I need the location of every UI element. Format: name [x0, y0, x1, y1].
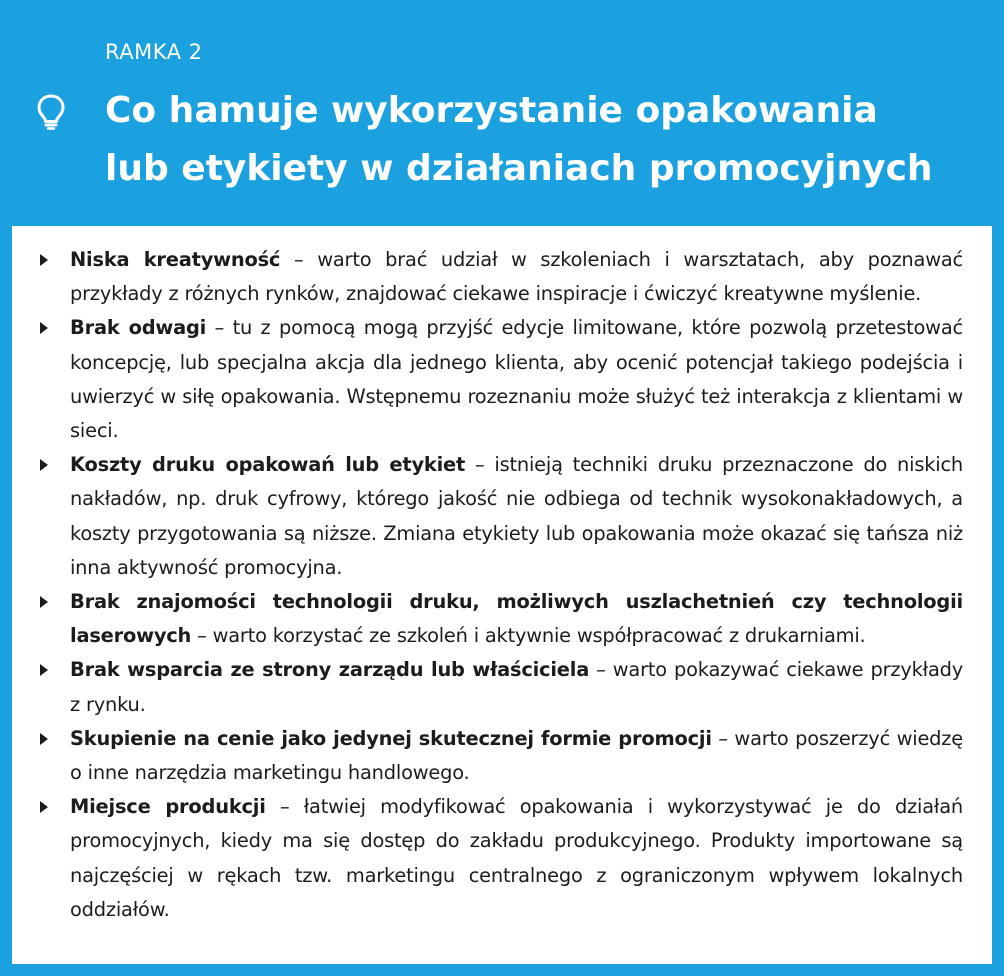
- item-text: – warto korzystać ze szkoleń i aktywnie współpracować z drukarniami.: [191, 624, 866, 648]
- list-item: [70, 722, 963, 790]
- item-heading: Brak wsparcia ze strony zarządu lub właściciela: [70, 658, 590, 682]
- list-item: [70, 448, 963, 585]
- lightbulb-icon: [36, 94, 66, 130]
- item-heading: Niska kreatywność: [70, 248, 281, 271]
- bullet-arrow-icon: [40, 801, 48, 813]
- list-item: [70, 243, 963, 311]
- item-heading: Koszty druku opakowań lub etykiet: [70, 453, 466, 477]
- frame-label: RAMKA 2: [105, 40, 203, 64]
- box-header: [0, 0, 1004, 226]
- title-line-2: lub etykiety w działaniach promocyjnych: [105, 148, 933, 189]
- item-heading: Miejsce produkcji: [70, 795, 266, 819]
- list-item: [70, 311, 963, 448]
- item-text: – istnieją techniki druku przeznaczone do niskich nakładów, np. druk cyfrowy, którego jakość nie odbiega od technik wysokonakładowych, a koszty przygotowania są niższe. Zmiana etykiety lub opakowania może okazać się tańsza niż inna aktywność promocyjna.: [70, 453, 964, 579]
- bullet-arrow-icon: [40, 596, 48, 608]
- item-text: – warto pokazywać ciekawe przykłady z rynku.: [70, 658, 964, 716]
- bullet-arrow-icon: [40, 254, 48, 266]
- bullet-arrow-icon: [40, 459, 48, 471]
- bullet-arrow-icon: [40, 733, 48, 745]
- item-heading: Skupienie na cenie jako jedynej skutecznej formie promocji: [70, 726, 712, 750]
- list-item: [70, 653, 963, 721]
- title-line-1: Co hamuje wykorzystanie opakowania: [105, 90, 878, 131]
- item-heading: Brak odwagi: [70, 316, 207, 340]
- item-text: – warto poszerzyć wiedzę o inne narzędzia marketingu handlowego.: [70, 726, 963, 785]
- bullet-arrow-icon: [40, 664, 48, 676]
- item-heading: Brak znajomości technologii druku, możliwych uszlachetnień czy technologii laserowych: [70, 590, 963, 648]
- box-title: [105, 82, 985, 198]
- list-item: [70, 790, 963, 927]
- barrier-list: [70, 243, 963, 927]
- bullet-arrow-icon: [40, 322, 48, 334]
- list-item: [70, 585, 963, 653]
- item-text: – łatwiej modyfikować opakowania i wykorzystywać je do działań promocyjnych, kiedy ma się dostęp do zakładu produkcyjnego. Produkty importowane są najczęściej w rękach tzw. marketingu centralnego z ograniczonym wpływem lokalnych oddziałów.: [70, 795, 963, 921]
- item-text: – warto brać udział w szkoleniach i warsztatach, aby poznawać przykłady z różnych rynków, znajdować ciekawe inspiracje i ćwiczyć kreatywne myślenie.: [70, 248, 963, 306]
- content-panel: [12, 226, 992, 964]
- item-text: – tu z pomocą mogą przyjść edycje limitowane, które pozwolą przetestować koncepcję, lub specjalna akcja dla jednego klienta, aby ocenić potencjał takiego podejścia i uwierzyć w siłę opakowania. Wstępnemu rozeznaniu może służyć też interakcja z klientami w sieci.: [70, 316, 963, 443]
